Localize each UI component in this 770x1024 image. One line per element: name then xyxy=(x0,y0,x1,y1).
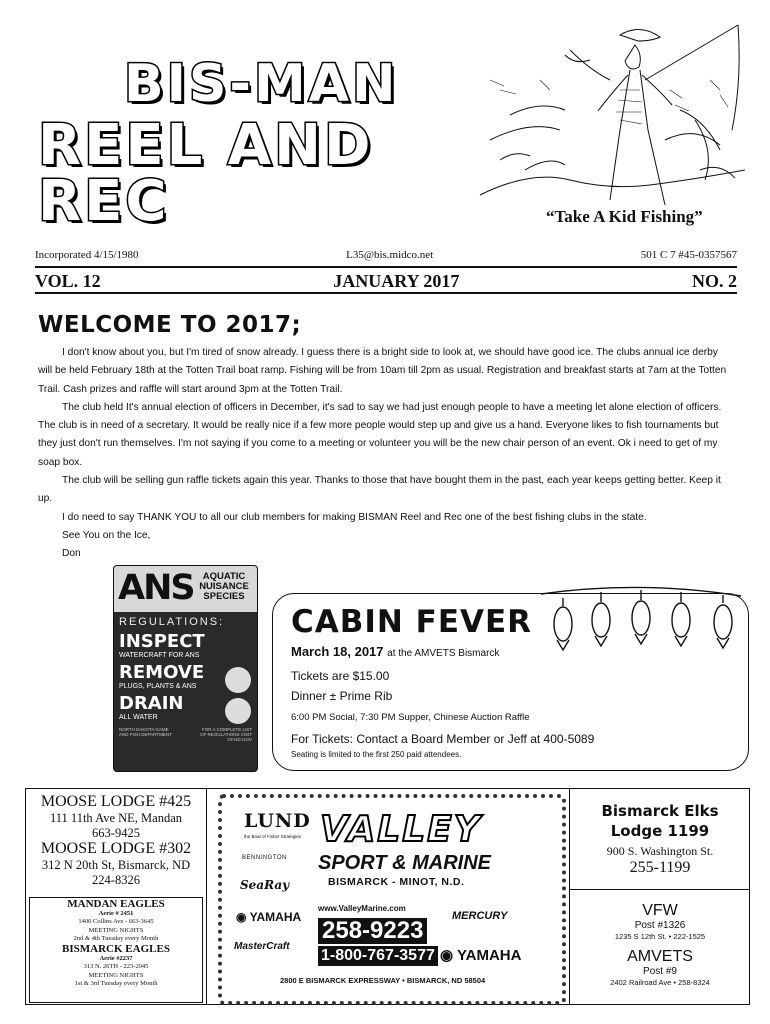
amvets-title: AMVETS xyxy=(627,948,693,965)
issue-date: JANUARY 2017 xyxy=(333,271,460,291)
divider xyxy=(35,292,737,294)
fisherman-illustration xyxy=(470,20,755,210)
cabin-contact: For Tickets: Contact a Board Member or Jeff at 400-5089 xyxy=(291,732,595,746)
elks-vets-column xyxy=(569,789,750,1004)
ans-footer-left: NORTH DAKOTA GAME AND FISH DEPARTMENT xyxy=(119,727,172,737)
valley-sub: SPORT & MARINE xyxy=(318,852,491,874)
bennington-logo: BENNINGTON xyxy=(242,855,287,861)
eagles-label: MEETING NIGHTS xyxy=(88,971,144,979)
valley-phone: 258-9223 xyxy=(318,918,427,944)
volume-text: VOL. 12 xyxy=(35,271,101,291)
moose-title: MOOSE LODGE #425 xyxy=(40,793,192,810)
ans-item-head: DRAIN xyxy=(119,693,184,714)
email-text: L35@bis.midco.net xyxy=(346,249,434,261)
eagles-title: MANDAN EAGLES xyxy=(67,898,165,910)
ans-poster xyxy=(113,565,258,772)
vets-box xyxy=(570,892,750,988)
drain-icon xyxy=(225,698,251,724)
yamaha-text: YAMAHA xyxy=(457,947,522,964)
masthead-line1: BIS-MAN xyxy=(124,54,399,114)
mercury-logo: MERCURY xyxy=(452,910,508,922)
eagles-address: 1400 Collins Ave - 663-3645 xyxy=(78,918,154,926)
vfw-post: Post #1326 xyxy=(634,920,686,931)
moose-eagles-column xyxy=(26,789,207,1004)
vfw-title: VFW xyxy=(642,902,678,919)
ans-logo: ANS xyxy=(118,568,194,608)
ans-item-sub: WATERCRAFT FOR ANS xyxy=(119,652,200,659)
valley-logo: VALLEY xyxy=(320,809,482,850)
valley-cities: BISMARCK - MINOT, N.D. xyxy=(328,876,465,888)
cabin-tickets: Tickets are $15.00 xyxy=(291,669,390,683)
incorporated-text: Incorporated 4/15/1980 xyxy=(35,249,139,261)
tax-id-text: 501 C 7 #45-0357567 xyxy=(640,249,737,261)
ans-header xyxy=(114,566,257,612)
elks-title: Lodge 1199 xyxy=(610,822,710,840)
ans-item-inspect xyxy=(114,628,257,659)
yamaha-logo: ◉ YAMAHA xyxy=(440,947,522,964)
ans-item-head: REMOVE xyxy=(119,662,205,683)
cabin-schedule: 6:00 PM Social, 7:30 PM Supper, Chinese Auction Raffle xyxy=(291,712,530,723)
paragraph: The club held It's annual election of officers in December, it's sad to say we had just enough people to have a meeting let alone election of officers. The club is in need of a secretary. It would be really nice if a few more people would step up and give us a hand. Everyone likes to fish tournaments but they just don't run themselves. I'm not saying if you come to a meeting or volunteer you will be the new chair person of an event. Ok i need to get of my soap box. xyxy=(38,401,722,468)
searay-logo: SeaRay xyxy=(240,878,290,892)
valley-url: www.ValleyMarine.com xyxy=(318,904,406,913)
divider xyxy=(35,266,737,268)
masthead-line2: REEL AND REC xyxy=(38,113,374,234)
cabin-fever-ad xyxy=(272,593,749,771)
moose-address: 312 N 20th St, Bismarck, ND xyxy=(41,858,191,872)
valley-tollfree: 1-800-767-3577 xyxy=(318,946,438,966)
elks-box xyxy=(570,789,750,890)
paragraph: The club will be selling gun raffle tickets again this year. Thanks to those that have bought them in the past, each year keeps getting better. Keep it up. xyxy=(38,475,721,505)
moose-phone: 224-8326 xyxy=(92,872,140,887)
ans-sub-line: SPECIES xyxy=(203,591,245,602)
paragraph: I don't know about you, but I'm tired of snow already. I guess there is a bright side to look at, we should have good ice. The clubs annual ice derby will be held February 18th at the Totten Trail boat ramp. Fishing will be from 10am till 2pm as usual. Registration and breakfast starts at 7am at the Totten Trail. Cash prizes and raffle will start around 3pm at the Totten Trail. xyxy=(38,347,727,395)
ans-footer-right: FOR A COMPLETE LIST OF REGULATIONS VISIT GF.ND.GOV xyxy=(200,727,252,742)
eagles-label: MEETING NIGHTS xyxy=(88,926,144,934)
lund-logo: LUND xyxy=(244,810,311,832)
cabin-title: CABIN FEVER xyxy=(291,604,533,640)
signature: Don xyxy=(62,548,81,560)
eagles-box xyxy=(29,897,203,1003)
ans-subtitle xyxy=(194,572,254,602)
ans-item-head: INSPECT xyxy=(119,631,205,652)
sponsor-band xyxy=(25,788,750,1005)
cabin-date-line xyxy=(291,644,499,659)
cabin-date: March 18, 2017 xyxy=(291,644,384,659)
elks-address: 900 S. Washington St. xyxy=(606,844,714,858)
article-title: WELCOME TO 2017; xyxy=(38,312,302,338)
mastercraft-logo: MasterCraft xyxy=(234,941,290,952)
eagles-nights: 2nd & 4th Tuesday every Month xyxy=(73,934,159,942)
vfw-address: 1235 S 12th St. • 222-1525 xyxy=(614,932,706,941)
issue-number: NO. 2 xyxy=(691,271,737,291)
moose-phone: 663-9425 xyxy=(92,825,140,840)
eagles-aerie: Aerie #2237 xyxy=(99,955,133,963)
cabin-venue: at the AMVETS Bismarck xyxy=(387,648,500,659)
paragraph: See You on the Ice, xyxy=(62,529,151,541)
hanging-fish-icon xyxy=(541,586,741,656)
ans-item-remove xyxy=(114,659,257,690)
issue-row xyxy=(35,271,737,292)
eagles-title: BISMARCK EAGLES xyxy=(62,943,170,956)
cabin-note: Seating is limited to the first 250 paid attendees. xyxy=(291,750,462,759)
elks-phone: 255-1199 xyxy=(629,859,691,876)
ans-footer xyxy=(114,721,257,742)
ans-regulations-label: REGULATIONS: xyxy=(119,616,225,628)
article-body xyxy=(38,344,732,564)
valley-marine-ad xyxy=(218,794,566,1005)
yamaha-logo: ◉ YAMAHA xyxy=(236,910,302,924)
valley-address: 2800 E BISMARCK EXPRESSWAY • BISMARCK, ND 58504 xyxy=(280,976,486,985)
elks-title: Bismarck Elks xyxy=(601,802,719,820)
ans-item-sub: ALL WATER xyxy=(119,714,158,721)
slogan: “Take A Kid Fishing” xyxy=(546,207,703,226)
cabin-dinner: Dinner ± Prime Rib xyxy=(291,689,393,703)
moose-address: 111 11th Ave NE, Mandan xyxy=(49,811,183,825)
eagles-nights: 1st & 3rd Tuesday every Month xyxy=(74,980,158,988)
paragraph: I do need to say THANK YOU to all our club members for making BISMAN Reel and Rec one of the best fishing clubs in the state. xyxy=(62,511,647,523)
masthead xyxy=(38,54,478,234)
ans-sub-line: AQUATIC xyxy=(202,571,246,582)
amvets-post: Post #9 xyxy=(643,966,677,977)
eagles-address: 313 N. 26TH - 223-2045 xyxy=(83,963,149,971)
ans-item-drain xyxy=(114,690,257,721)
info-row xyxy=(35,249,737,261)
ans-item-sub: PLUGS, PLANTS & ANS xyxy=(119,683,197,690)
amvets-address: 2402 Railroad Ave • 258-8324 xyxy=(610,978,710,987)
eagles-aerie: Aerie # 2451 xyxy=(98,910,134,917)
moose-title: MOOSE LODGE #302 xyxy=(40,840,192,857)
ans-sub-line: NUISANCE xyxy=(199,581,249,592)
yamaha-text: YAMAHA xyxy=(249,910,302,924)
lund-tagline: the Boat of Fisher Strategies xyxy=(244,834,302,839)
